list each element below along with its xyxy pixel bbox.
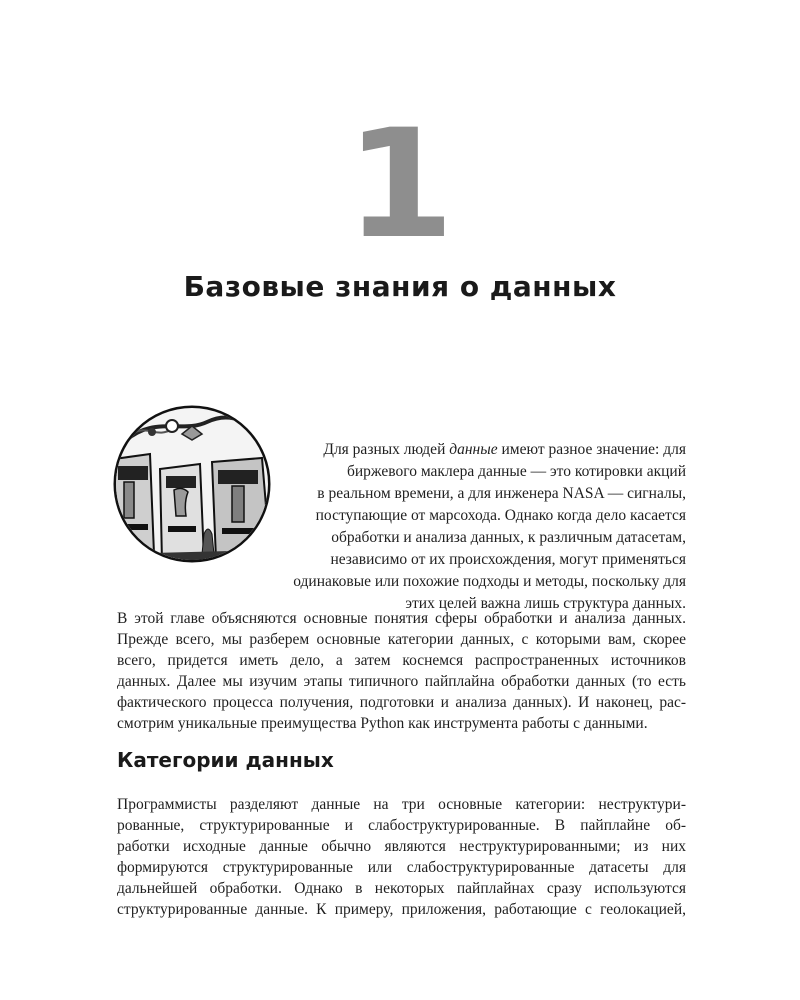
- paragraph-line: формируются структурированные или слабоструктурированные датасеты для: [117, 859, 686, 876]
- paragraph-line: рованные, структурированные и слабоструктурированные. В пайплайне об-: [117, 817, 686, 834]
- intro-line: поступающие от марсохода. Однако когда дело касается: [315, 507, 686, 524]
- intro-emphasis: данные: [449, 441, 498, 458]
- intro-line: этих целей важна лишь структура данных.: [405, 595, 686, 612]
- section-heading: Категории данных: [117, 748, 334, 772]
- chapter-illustration: [112, 404, 272, 564]
- paragraph-line: фактического процесса получения, подготовки и анализа данных). И наконец, рас-: [117, 694, 686, 711]
- intro-line: обработки и анализа данных, к различным датасетам,: [331, 529, 686, 546]
- intro-line: [323, 440, 686, 460]
- paragraph-line: Прежде всего, мы разберем основные категории данных, с которыми вам, скорее: [117, 631, 686, 648]
- intro-line: независимо от их происхождения, могут применяться: [330, 551, 686, 568]
- intro-line: одинаковые или похожие подходы и методы, поскольку для: [293, 573, 686, 590]
- chapter-title: Базовые знания о данных: [183, 270, 617, 303]
- paragraph-line: дальнейшей обработки. Однако в некоторых пайплайнах сразу используются: [117, 880, 686, 897]
- chapter-number: 1: [345, 98, 455, 272]
- paragraph-line: смотрим уникальные преимущества Python как инструмента работы с данными.: [117, 715, 648, 732]
- intro-line: в реальном времени, а для инженера NASA — сигналы,: [317, 485, 686, 502]
- paragraph-line: данных. Далее мы изучим этапы типичного пайплайна обработки данных (то есть: [117, 673, 686, 690]
- intro-line: биржевого маклера данные — это котировки акций: [346, 463, 686, 480]
- intro-text: Для разных людей: [323, 441, 450, 458]
- paragraph-line: В этой главе объясняются основные понятия сферы обработки и анализа данных.: [117, 610, 686, 627]
- paragraph-line: Программисты разделяют данные на три основные категории: неструктури-: [117, 796, 686, 813]
- paragraph-line: всего, придется иметь дело, а затем коснемся распространенных источников: [117, 652, 686, 669]
- paragraph-line: работки исходные данные обычно являются неструктурированными; из них: [117, 838, 686, 855]
- paragraph-line: структурированные данные. К примеру, приложения, работающие с геолокацией,: [117, 901, 686, 918]
- intro-text: имеют разное значение: для: [497, 441, 686, 458]
